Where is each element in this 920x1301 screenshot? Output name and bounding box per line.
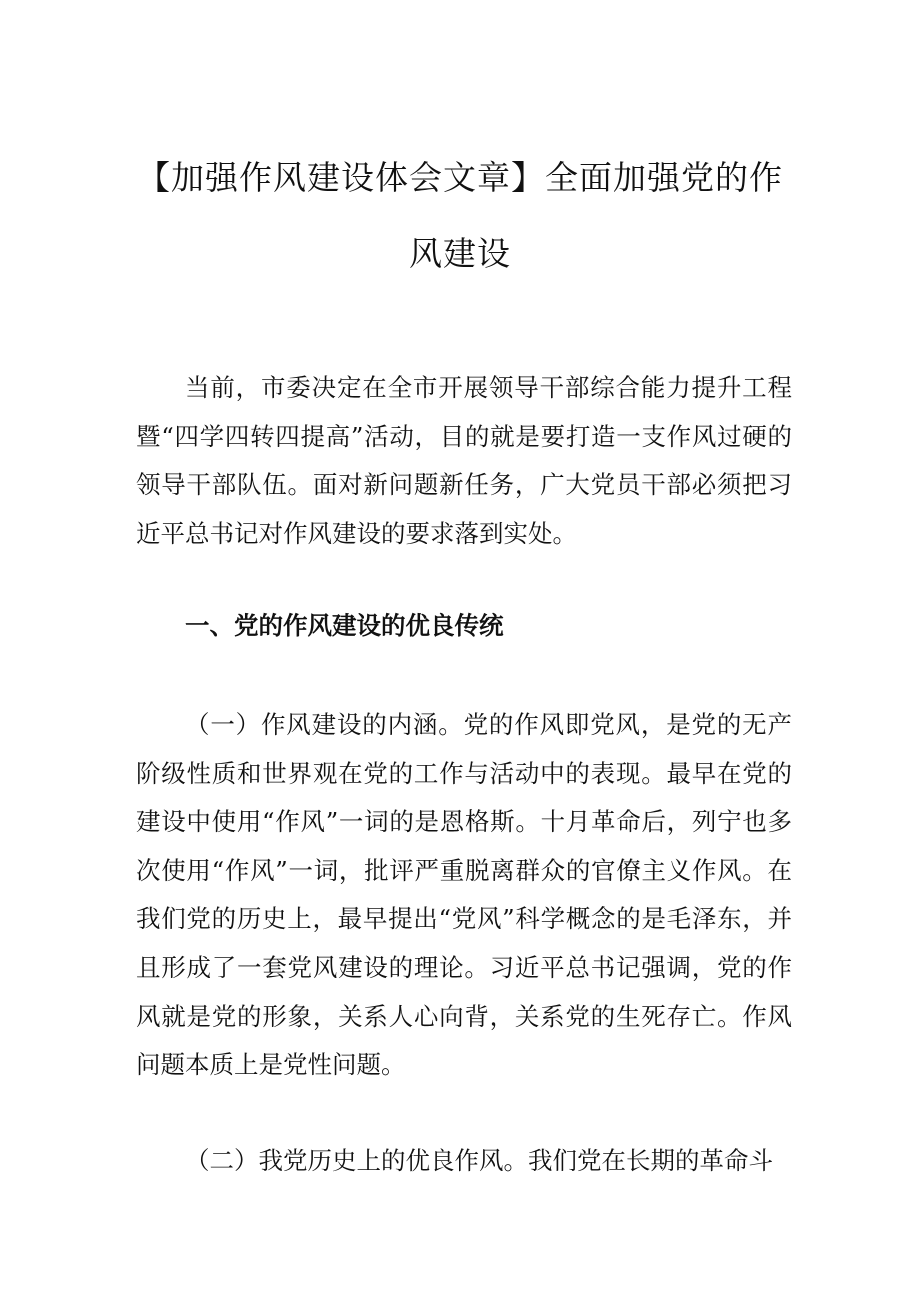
section-1-subsection-2-paragraph: （二）我党历史上的优良作风。我们党在长期的革命斗	[185, 1146, 773, 1175]
intro-paragraph: 当前，市委决定在全市开展领导干部综合能力提升工程暨“四学四转四提高”活动，目的就是要打造一支作风过硬的领导干部队伍。面对新问题新任务，广大党员干部必须把习近平总书记对作风建设的要求落到实处。	[136, 373, 792, 548]
section-1-heading: 一、党的作风建设的优良传统	[185, 611, 504, 640]
document-title-line-1: 【加强作风建设体会文章】全面加强党的作	[137, 158, 783, 197]
section-1-subsection-1-paragraph: （一）作风建设的内涵。党的作风即党风，是党的无产阶级性质和世界观在党的工作与活动中的表现。最早在党的建设中使用“作风”一词的是恩格斯。十月革命后，列宁也多次使用“作风”一词，批评严重脱离群众的官僚主义作风。在我们党的历史上，最早提出“党风”科学概念的是毛泽东，并且形成了一套党风建设的理论。习近平总书记强调，党的作风就是党的形象，关系人心向背，关系党的生死存亡。作风问题本质上是党性问题。	[136, 710, 792, 1080]
document-title-line-2: 风建设	[409, 234, 511, 273]
